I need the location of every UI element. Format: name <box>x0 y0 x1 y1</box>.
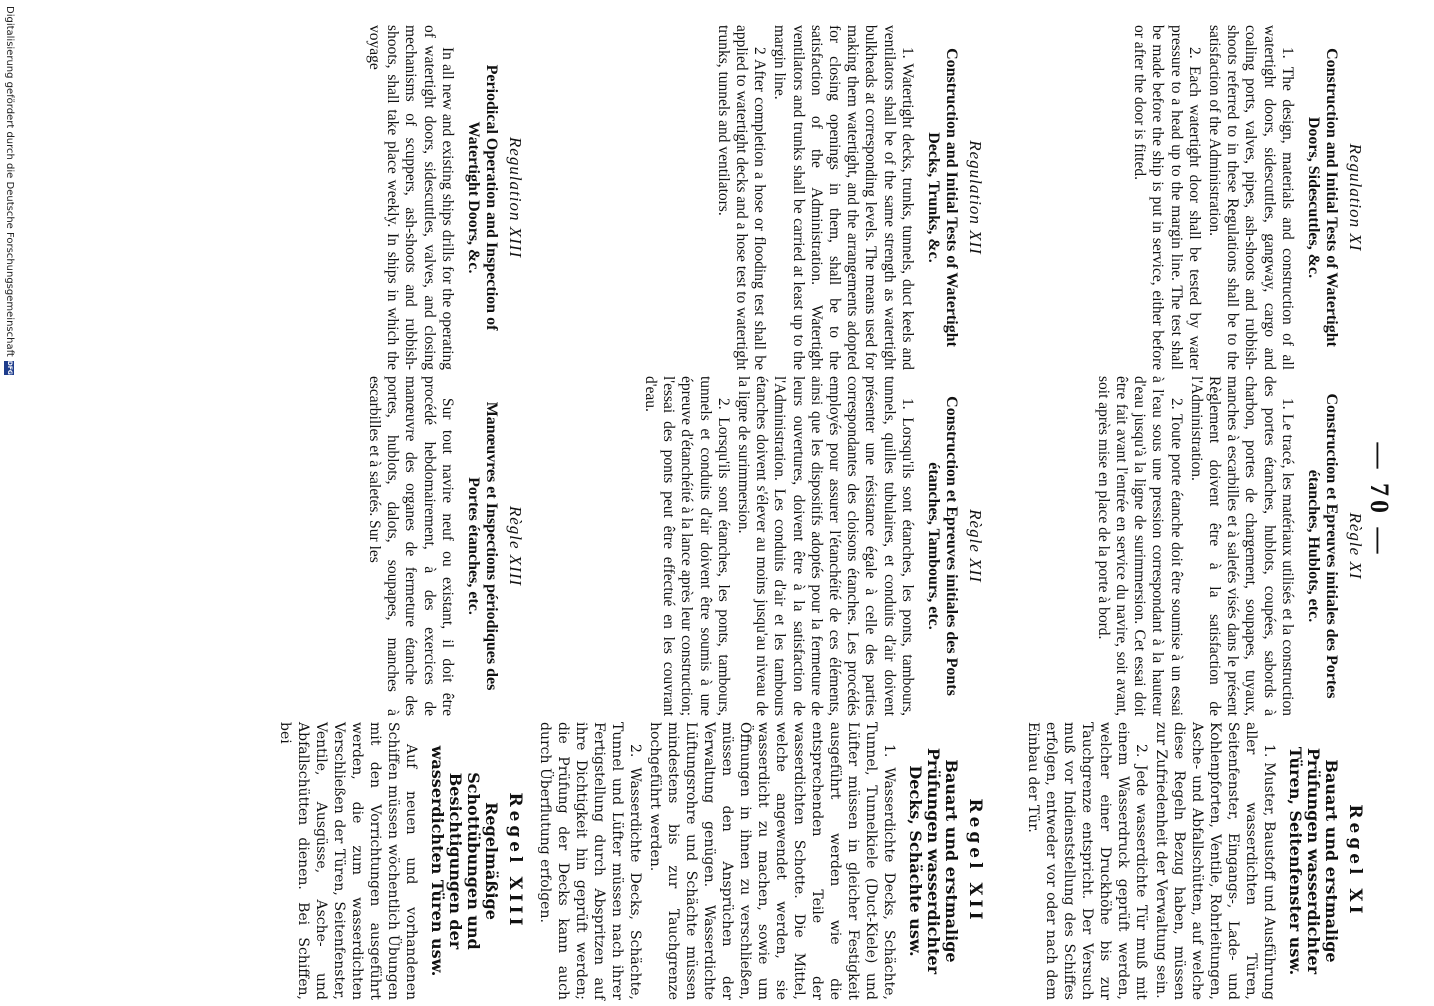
regulation-heading: Construction et Epreuves initiales des Ponts étanches, Tambours, etc. <box>924 396 960 696</box>
regulation-heading: Periodical Operation and Inspection of Watertight Doors, &c. <box>464 64 500 331</box>
regulation-title: Regulation XI <box>1346 143 1365 252</box>
regel-xi-german <box>1022 722 1364 1000</box>
paragraph: 1. Lorsqu'ils sont étanches, les ponts, tambours, tunnels, quilles tubulaires, et conduits d'air doivent présenter une résistance égale à celle des parties correspondantes des cloisons étanches. Les procédés employés pour assurer l'étanchéité de ces éléments, ainsi que les dispositifs adoptés pour la fermeture de leurs ouvertures, doivent être à la satisfaction de l'Administration. Les conduits d'air et les tambours étanches doivent s'élever au moins jusqu'au niveau de la ligne de surimmersion. <box>734 376 916 716</box>
paragraph: Auf neuen und vorhandenen Schiffen müssen wöchentlich Übungen mit den Vorrichtungen ausgeführt werden, die zum wasserdichten Verschließen der Türen, Seitenfenster, Ventile, Ausgüsse, Asche- und Abfallschütten dienen. Bei Schiffen, bei <box>277 722 419 1000</box>
regle-xi-french <box>1092 376 1364 716</box>
regulation-heading: Construction and Initial Tests of Watertight Decks, Trunks, &c. <box>924 48 960 347</box>
credit-text: Digitalisierung gefördert durch die Deutsche Forschungsgemeinschaft <box>4 6 15 357</box>
paragraph: 1. Muster, Baustoff und Ausführung aller wasserdichten Türen, Seitenfenster, Eingangs-, Lade- und Kohlenpforten, Ventile, Rohrleitungen, Asche- und Abfallschütten, auf welche diese Regeln Bezug haben, müssen zur Zufriedenheit der Verwaltung sein. <box>1153 722 1277 1000</box>
paragraph: 1. Watertight decks, trunks, tunnels, duct keels and ventilators shall be of the same strength as watertight bulkheads at corresponding levels. The means used for making them watertight, and the arrangements adopted for closing openings in them, shall be to the satisfaction of the Administration. Watertight ventilators and trunks shall be carried at least up to the margin line. <box>771 25 916 370</box>
regulation-xi-english <box>1128 25 1364 370</box>
paragraph: Sur tout navire neuf ou existant, il doit être procédé hebdomairement, à des exercices de manœuvre des organes de fermeture étanche des portes, hublots, dalots, soupapes, manches à escarbilles et à saletés. Sur les <box>365 376 456 716</box>
paragraph: 1. Wasserdichte Decks, Schächte, Tunnel, Tunnelkiele (Duct-Kiele) und Lüfter müssen in gleicher Festigkeit ausgeführt werden wie die entsprechenden Teile der wasserdichten Schotte. Die Mittel, welche angewendet werden, sie wasserdicht zu machen, sowie um Öffnungen in ihnen zu verschließen, müssen den Ansprüchen der Verwaltung genügen. Wasserdichte Lüftungsrohre und Schächte müssen mindestens bis zur Tauchgrenze hochgeführt werden. <box>647 722 897 1000</box>
regulation-title: Regulation XIII <box>506 136 525 259</box>
regel-xiii-german <box>274 722 524 1000</box>
digitization-credit <box>2 0 16 1006</box>
regulation-title: Règle XIII <box>506 505 525 587</box>
paragraph: 2. Jede wasserdichte Tür muß mit einem Wasserdruck geprüft werden, welcher einer Druckhöhe bis zur Tauchgrenze entspricht. Der Versuch muß vor Indienststellung des Schiffes erfolgen, entweder vor oder nach dem Einbau der Tür. <box>1025 722 1149 1000</box>
paragraph: 2. Toute porte étanche doit être soumise à un essai à l'eau sous une pression correspondant à la hauteur d'eau jusqu'à la ligne de surimmersion. Cet essai doit être fait avant l'entrée en service du navire, soit avant, soit après mise en place de la porte à bord. <box>1094 376 1185 716</box>
regulation-xiii-english <box>363 25 524 370</box>
regulation-xii-english <box>712 25 984 370</box>
paragraph: 1. Le tracé, les matériaux utilisés et la construction des portes étanches, hublots, coupées, sabords à charbon, portes de chargement, soupapes, tuyaux, manches à escarbilles et à saletés visés dans le présent Règlement doivent être à la satisfaction de l'Administration. <box>1187 376 1296 716</box>
regulation-title: Règle XI <box>1346 512 1365 580</box>
paragraph: 2. Each watertight door shall be tested by water pressure to a head up to the margin line. The test shall be made before the ship is put in service, either before or after the door is fitted. <box>1131 25 1203 370</box>
paragraph: 1. The design, materials and construction of all watertight doors, sidescuttles, gangway, cargo and coaling ports, valves, pipes, ash-shoots and rubbish-shoots referred to in these Regulations shall be to the satisfaction of the Administration. <box>1205 25 1296 370</box>
regulation-heading: Bauart und erstmalige Prüfungen wasserdichter Decks, Schächte usw. <box>906 747 961 975</box>
regulation-title: Regulation XII <box>966 140 985 255</box>
regel-xii-german <box>534 722 984 1000</box>
regulation-heading: Construction and Initial Tests of Watertight Doors, Sidescuttles, &c. <box>1304 48 1340 347</box>
paragraph: In all new and existing ships drills for the operating of watertight doors, sidescuttles, valves, and closing mechanisms of scuppers, ash-shoots and rubbish-shoots, shall take place weekly. In ships in which the voyage <box>365 25 456 370</box>
regulation-heading: Bauart und erstmalige Prüfungen wasserdichter Türen, Seitenfenster usw. <box>1286 746 1341 976</box>
regulation-heading: Construction et Epreuves initiales des Portes étanches, Hublots, etc. <box>1304 393 1340 699</box>
paragraph: 2. Lorsqu'ils sont étanches, les ponts, tambours, tunnels et conduits d'air doivent être soumis à une épreuve d'étanchéité à la lance après leur construction; l'essai des ponts peut être effectué en les couvrant d'eau. <box>641 376 732 716</box>
paragraph: 2 After completion a hose or flooding test shall be applied to watertight decks and a hose test to watertight trunks, tunnels and ventilators. <box>714 25 769 370</box>
regulation-title: Règle XII <box>966 509 985 583</box>
regle-xii-french <box>639 376 984 716</box>
regulation-title: Regel XIII <box>505 792 525 930</box>
regulation-title: Regel XII <box>965 798 985 924</box>
regulation-heading: Manœuvres et Inspections périodiques des Portes étanches, etc. <box>464 401 500 691</box>
page-number: — 70 — <box>1365 442 1394 558</box>
regulation-title: Regel XI <box>1345 804 1365 918</box>
regulation-heading: Regelmäßige Schottübungen und Besichtigungen der wasserdichten Türen usw. <box>428 745 501 977</box>
regle-xiii-french <box>363 376 524 716</box>
dfg-logo: DFG <box>6 360 13 375</box>
paragraph: 2. Wasserdichte Decks, Schächte, Tunnel und Lüfter müssen nach ihrer Fertigstellung durch Abspritzen auf ihre Dichtigkeit hin geprüft werden; die Prüfung der Decks kann auch durch Überflutung erfolgen. <box>537 722 643 1000</box>
